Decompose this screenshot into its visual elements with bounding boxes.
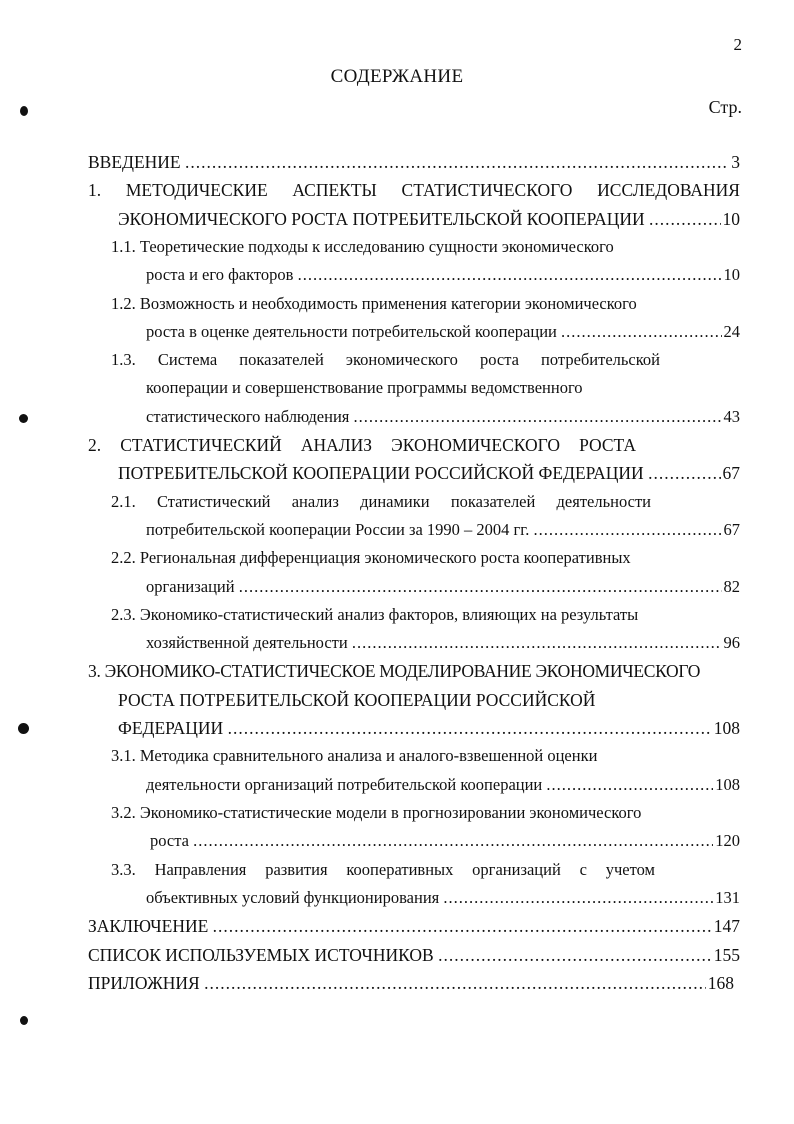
toc-chapter-2-title-cont: ПОТРЕБИТЕЛЬСКОЙ КООПЕРАЦИИ РОССИЙСКОЙ ФЕДЕРАЦИИ 67 ..... bbox=[118, 461, 740, 485]
toc-section-2-1: 2.1. Статистический анализ динамики показателей деятельности bbox=[111, 492, 651, 511]
toc-page-number: 3 bbox=[731, 152, 740, 172]
toc-entry-introduction: ВВЕДЕНИЕ 3 ..... bbox=[88, 150, 740, 174]
page-column-label: Стр. bbox=[708, 97, 742, 117]
toc-section-1-1-cont: роста и его факторов 10 ..... bbox=[146, 263, 740, 287]
toc-entry-conclusion: ЗАКЛЮЧЕНИЕ 147 ..... bbox=[88, 914, 740, 938]
toc-chapter-2-title: 2. СТАТИСТИЧЕСКИЙ АНАЛИЗ ЭКОНОМИЧЕСКОГО РОСТА bbox=[88, 435, 636, 455]
scan-mark-dot bbox=[19, 414, 28, 423]
toc-section-3-3-cont: объективных условий функционирования 131 ..... bbox=[146, 886, 740, 910]
toc-page-number: 67 bbox=[722, 463, 740, 483]
toc-section-3-1: 3.1. Методика сравнительного анализа и аналого-взвешенной оценки bbox=[111, 746, 598, 765]
scan-mark-dot bbox=[18, 723, 29, 734]
toc-page-number: 10 bbox=[722, 209, 740, 229]
toc-section-2-1-cont: потребительской кооперации России за 1990 – 2004 гг. 67 ..... bbox=[146, 518, 740, 542]
page-title: СОДЕРЖАНИЕ bbox=[330, 66, 464, 87]
toc-section-3-2: 3.2. Экономико-статистические модели в прогнозировании экономического bbox=[111, 803, 642, 822]
toc-page-number: 155 bbox=[713, 945, 740, 965]
toc-page-number: 43 bbox=[722, 405, 741, 429]
toc-page-number: 147 bbox=[713, 916, 740, 936]
toc-section-1-2: 1.2. Возможность и необходимость применения категории экономического bbox=[111, 294, 637, 313]
toc-page-number: 10 bbox=[722, 263, 741, 287]
toc-section-3-2-cont: роста 120 ..... bbox=[150, 829, 740, 853]
toc-chapter-3-title: 3. ЭКОНОМИКО-СТАТИСТИЧЕСКОЕ МОДЕЛИРОВАНИЕ ЭКОНОМИЧЕСКОГО bbox=[88, 661, 701, 681]
toc-section-1-3: 1.3. Система показателей экономического роста потребительской bbox=[111, 350, 660, 369]
toc-chapter-3-title-cont2: ФЕДЕРАЦИИ 108 ..... bbox=[118, 716, 740, 740]
toc-page-number: 108 bbox=[713, 718, 740, 738]
toc-chapter-1-title-cont: ЭКОНОМИЧЕСКОГО РОСТА ПОТРЕБИТЕЛЬСКОЙ КООПЕРАЦИИ 10 ..... bbox=[118, 207, 740, 231]
toc-section-2-2-cont: организаций 82 ..... bbox=[146, 575, 740, 599]
toc-chapter-3-title-cont: РОСТА ПОТРЕБИТЕЛЬСКОЙ КООПЕРАЦИИ РОССИЙСКОЙ bbox=[118, 690, 596, 710]
scan-mark-dot bbox=[20, 1016, 28, 1025]
toc-page-number: 131 bbox=[713, 886, 740, 910]
page-number: 2 bbox=[733, 35, 742, 54]
toc-page-number: 96 bbox=[722, 631, 741, 655]
toc-section-3-3: 3.3. Направления развития кооперативных организаций с учетом bbox=[111, 860, 655, 879]
toc-page-number: 120 bbox=[713, 829, 740, 853]
toc-section-1-2-cont: роста в оценке деятельности потребительской кооперации 24 ..... bbox=[146, 320, 740, 344]
toc-section-1-1: 1.1. Теоретические подходы к исследованию сущности экономического bbox=[111, 237, 614, 256]
toc-entry-appendices: ПРИЛОЖНИЯ 168 ..... bbox=[88, 971, 734, 995]
toc-section-2-2: 2.2. Региональная дифференциация экономического роста кооперативных bbox=[111, 548, 631, 567]
toc-section-2-3: 2.3. Экономико-статистический анализ факторов, влияющих на результаты bbox=[111, 605, 639, 624]
toc-chapter-1-title: 1. МЕТОДИЧЕСКИЕ АСПЕКТЫ СТАТИСТИЧЕСКОГО ИССЛЕДОВАНИЯ bbox=[88, 180, 740, 200]
toc-page-number: 108 bbox=[713, 773, 740, 797]
toc-page-number: 82 bbox=[722, 575, 741, 599]
toc-page-number: 67 bbox=[722, 518, 741, 542]
toc-section-2-3-cont: хозяйственной деятельности 96 ..... bbox=[146, 631, 740, 655]
toc-section-1-3-cont: кооперации и совершенствование программы ведомственного bbox=[146, 378, 583, 397]
toc-entry-sources: СПИСОК ИСПОЛЬЗУЕМЫХ ИСТОЧНИКОВ 155 ..... bbox=[88, 943, 740, 967]
toc-section-3-1-cont: деятельности организаций потребительской кооперации 108 ..... bbox=[146, 773, 740, 797]
scan-mark-dot bbox=[20, 106, 28, 116]
toc-section-1-3-cont2: статистического наблюдения 43 ..... bbox=[146, 405, 740, 429]
toc-page-number: 24 bbox=[722, 320, 741, 344]
toc-page-number: 168 bbox=[707, 973, 734, 993]
